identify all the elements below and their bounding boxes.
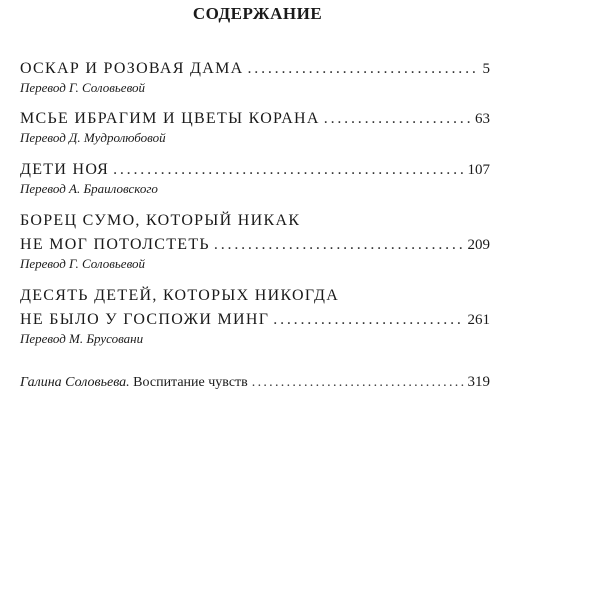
entry-page-number: 5: [482, 61, 490, 77]
dot-leader: [324, 107, 471, 131]
toc-entry-oscar[interactable]: [20, 57, 490, 96]
essay-author: Галина Соловьева.: [20, 375, 130, 390]
entry-title: ОСКАР И РОЗОВАЯ ДАМА: [20, 60, 244, 77]
essay-title: Воспитание чувств: [133, 375, 248, 390]
entry-title-line: [20, 284, 490, 308]
entry-translator: Перевод Г. Соловьевой: [20, 256, 146, 271]
dot-leader: [113, 158, 463, 182]
entry-title-line: [20, 209, 490, 233]
toc-entry-noah[interactable]: [20, 158, 490, 197]
entry-title-line: [20, 233, 490, 257]
entry-title: НЕ МОГ ПОТОЛСТЕТЬ: [20, 236, 210, 253]
dot-leader: [247, 57, 478, 81]
entry-translator: Перевод А. Браиловского: [20, 181, 158, 196]
dot-leader: [214, 233, 464, 257]
entry-title: НЕ БЫЛО У ГОСПОЖИ МИНГ: [20, 311, 270, 328]
toc-entry-essay[interactable]: [20, 372, 490, 393]
entry-title: ДЕТИ НОЯ: [20, 161, 110, 178]
entry-page-number: 63: [475, 111, 490, 127]
toc-heading: СОДЕРЖАНИЕ: [192, 4, 323, 23]
essay-page-number: 319: [467, 374, 490, 390]
entry-translator: Перевод М. Брусовани: [20, 331, 144, 346]
toc-entry-ming[interactable]: [20, 284, 490, 347]
entry-title-line: [20, 158, 490, 182]
toc-entry-sumo[interactable]: [20, 209, 490, 272]
entry-page-number: 209: [467, 237, 490, 253]
entry-title: БОРЕЦ СУМО, КОТОРЫЙ НИКАК: [20, 212, 301, 229]
entry-page-number: 261: [467, 312, 490, 328]
dot-leader: [252, 373, 464, 393]
entry-title: ДЕСЯТЬ ДЕТЕЙ, КОТОРЫХ НИКОГДА: [20, 287, 340, 304]
entry-title: МСЬЕ ИБРАГИМ И ЦВЕТЫ КОРАНА: [20, 110, 320, 127]
entry-title-line: [20, 57, 490, 81]
entry-title-line: [20, 308, 490, 332]
entry-title-line: [20, 107, 490, 131]
dot-leader: [273, 308, 463, 332]
entry-page-number: 107: [467, 162, 490, 178]
entry-translator: Перевод Г. Соловьевой: [20, 80, 146, 95]
toc-entry-ibrahim[interactable]: [20, 107, 490, 146]
entry-translator: Перевод Д. Мудролюбовой: [20, 130, 166, 145]
